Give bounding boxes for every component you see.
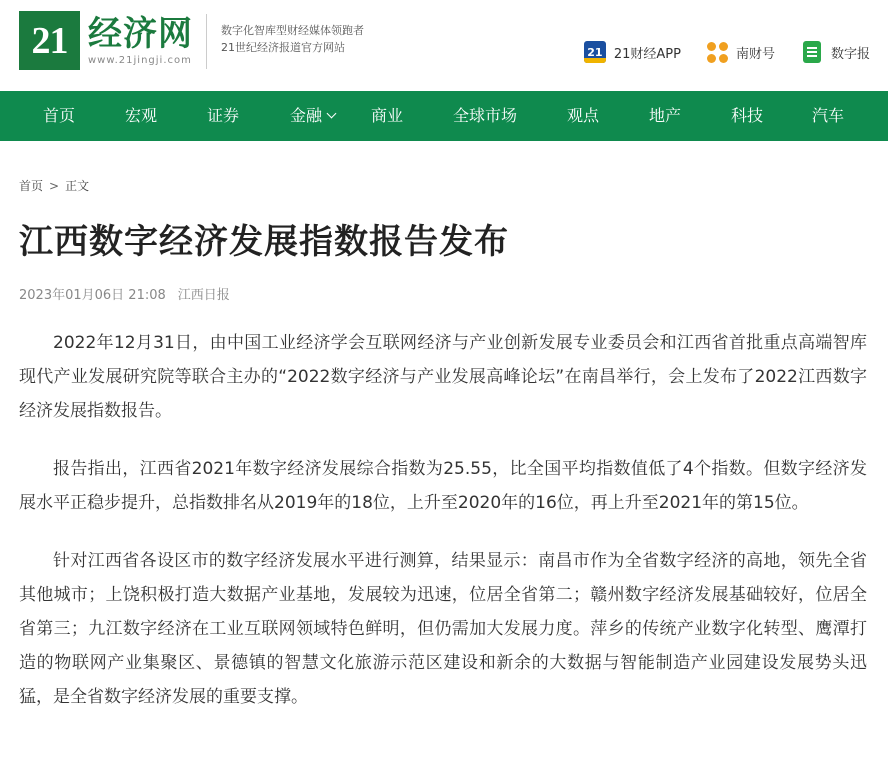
app-label: 数字报 <box>830 46 870 62</box>
main-nav <box>0 91 888 141</box>
article-meta <box>19 284 230 303</box>
nav-item-macro[interactable]: 宏观 <box>125 106 158 125</box>
app-link-nancaihao[interactable] <box>707 42 775 63</box>
app-link-digital-paper[interactable] <box>801 41 870 63</box>
article-source[interactable]: 江西日报 <box>177 288 230 303</box>
nancai-icon <box>707 42 728 63</box>
nav-item-auto[interactable]: 汽车 <box>812 106 845 125</box>
logo-name: 经济网 <box>88 14 193 54</box>
nav-item-business[interactable]: 商业 <box>371 106 404 125</box>
logo-divider <box>206 14 207 69</box>
nav-item-home[interactable]: 首页 <box>43 106 76 125</box>
app-label: 21财经APP <box>613 46 681 62</box>
slogan-line-2: 21世纪经济报道官方网站 <box>221 41 345 54</box>
site-slogan <box>221 22 364 56</box>
article-body <box>19 326 867 738</box>
article-paragraph: 2022年12月31日，由中国工业经济学会互联网经济与产业创新发展专业委员会和江西省首批重点高端智库现代产业发展研究院等联合主办的“2022数字经济与产业发展高峰论坛”在南昌举行，会上发布了2022江西数字经济发展指数报告。 <box>19 333 867 421</box>
article-title: 江西数字经济发展指数报告发布 <box>19 222 509 262</box>
header-apps <box>584 41 870 63</box>
nav-item-opinion[interactable]: 观点 <box>567 106 600 125</box>
site-logo[interactable] <box>19 11 193 70</box>
nav-item-real-estate[interactable]: 地产 <box>649 106 682 125</box>
chevron-down-icon <box>327 109 337 119</box>
logo-mark: 21 <box>19 11 80 70</box>
breadcrumb <box>19 177 89 194</box>
article-paragraph: 报告指出，江西省2021年数字经济发展综合指数为25.55，比全国平均指数值低了4个指数。但数字经济发展水平正稳步提升，总指数排名从2019年的18位，上升至2020年的16位，再上升至2021年的第15位。 <box>19 459 867 513</box>
21-app-icon: 21 <box>584 41 606 63</box>
app-label: 南财号 <box>735 46 775 62</box>
breadcrumb-separator: > <box>49 179 60 193</box>
nav-item-securities[interactable]: 证券 <box>207 106 240 125</box>
slogan-line-1: 数字化智库型财经媒体领跑者 <box>221 24 364 37</box>
nav-item-global-markets[interactable]: 全球市场 <box>453 106 518 125</box>
app-link-21caijing[interactable] <box>584 41 681 63</box>
digital-paper-icon <box>803 41 821 63</box>
article-date: 2023年01月06日 21:08 <box>19 288 166 303</box>
nav-item-finance-label: 金融 <box>290 106 323 125</box>
logo-url: www.21jingji.com <box>88 55 192 66</box>
nav-item-finance[interactable] <box>290 91 335 141</box>
nav-item-tech[interactable]: 科技 <box>731 106 764 125</box>
article-paragraph: 针对江西省各设区市的数字经济发展水平进行测算，结果显示：南昌市作为全省数字经济的高地，领先全省其他城市；上饶积极打造大数据产业基地，发展较为迅速，位居全省第二；赣州数字经济发展基础较好，位居全省第三；九江数字经济在工业互联网领域特色鲜明，但仍需加大发展力度。萍乡的传统产业数字化转型、鹰潭打造的物联网产业集聚区、景德镇的智慧文化旅游示范区建设和新余的大数据与智能制造产业园建设发展势头迅猛，是全省数字经济发展的重要支撑。 <box>19 551 867 707</box>
breadcrumb-home[interactable]: 首页 <box>19 179 44 193</box>
site-header <box>0 0 888 91</box>
breadcrumb-current: 正文 <box>65 179 90 193</box>
